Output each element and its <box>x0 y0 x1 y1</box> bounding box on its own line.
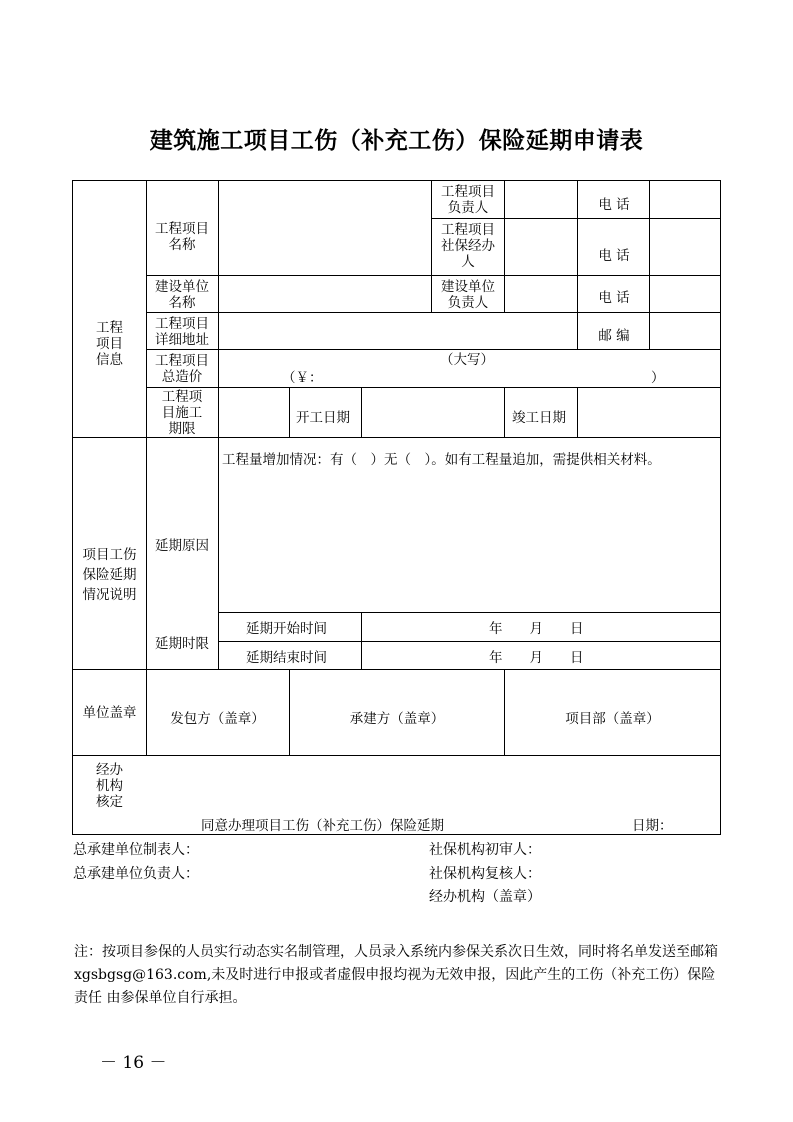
section-extension-info: 项目工伤 保险延期 情况说明 <box>82 547 137 603</box>
section-agency-review: 经办 机构 核定 <box>96 762 123 810</box>
delay-end-ymd: 年 月 日 <box>489 650 584 666</box>
label-builder-name: 建设单位 名称 <box>155 279 209 311</box>
label-start-date: 开工日期 <box>296 410 350 426</box>
label-phone-2: 电 话 <box>598 248 630 264</box>
page-title: 建筑施工项目工伤（补充工伤）保险延期申请表 <box>149 127 644 154</box>
label-social-officer: 工程项目 社保经办 人 <box>441 222 495 270</box>
label-daxie: （大写） <box>440 352 494 368</box>
note-text: 注：按项目参保的人员实行动态实名制管理，人员录入系统内参保关系次日生效，同时将名单发送至邮箱xgsbgsg@163.com,未及时进行申报或者虚假申报均视为无效申报，因此产生的工伤（补充工伤）保险责任 由参保单位自行承担。 <box>74 944 718 1006</box>
delay-start-ymd: 年 月 日 <box>489 621 584 637</box>
label-yen-close: ） <box>651 370 665 386</box>
seal-contractor-out: 发包方（盖章） <box>170 711 265 727</box>
label-end-date: 竣工日期 <box>512 410 566 426</box>
label-phone-1: 电 话 <box>598 197 630 213</box>
seal-project-dept: 项目部（盖章） <box>565 711 660 727</box>
label-address: 工程项目 详细地址 <box>155 316 209 348</box>
label-postcode: 邮 编 <box>598 328 630 344</box>
label-project-name: 工程项目 名称 <box>155 221 209 253</box>
sig-agency-seal: 经办机构（盖章） <box>429 889 541 905</box>
date-label: 日期： <box>632 818 673 834</box>
label-phone-3: 电 话 <box>598 290 630 306</box>
label-delay-start: 延期开始时间 <box>246 621 327 637</box>
section-seal: 单位盖章 <box>82 705 137 721</box>
label-total-cost: 工程项目 总造价 <box>155 353 209 385</box>
label-delay-reason: 延期原因 <box>155 538 209 554</box>
label-builder-leader: 建设单位 负责人 <box>441 279 495 311</box>
label-delay-end: 延期结束时间 <box>246 650 327 666</box>
sig-leader: 总承建单位负责人： <box>73 866 199 882</box>
label-project-leader: 工程项目 负责人 <box>441 184 495 216</box>
page-number: － 16 － <box>100 1053 167 1073</box>
label-construction-period: 工程项 目施工 期限 <box>161 389 203 437</box>
label-delay-period: 延期时限 <box>155 636 209 652</box>
agree-text: 同意办理项目工伤（补充工伤）保险延期 <box>201 818 444 834</box>
section-project-info: 工程 项目 信息 <box>96 320 123 368</box>
sig-maker: 总承建单位制表人： <box>73 842 199 858</box>
workload-text: 工程量增加情况：有（ ）无（ ）。如有工程量追加，需提供相关材料。 <box>222 452 661 468</box>
seal-contractor: 承建方（盖章） <box>349 711 445 727</box>
label-yen: （￥： <box>282 370 323 386</box>
sig-second-review: 社保机构复核人： <box>429 866 541 882</box>
sig-first-review: 社保机构初审人： <box>429 842 541 858</box>
